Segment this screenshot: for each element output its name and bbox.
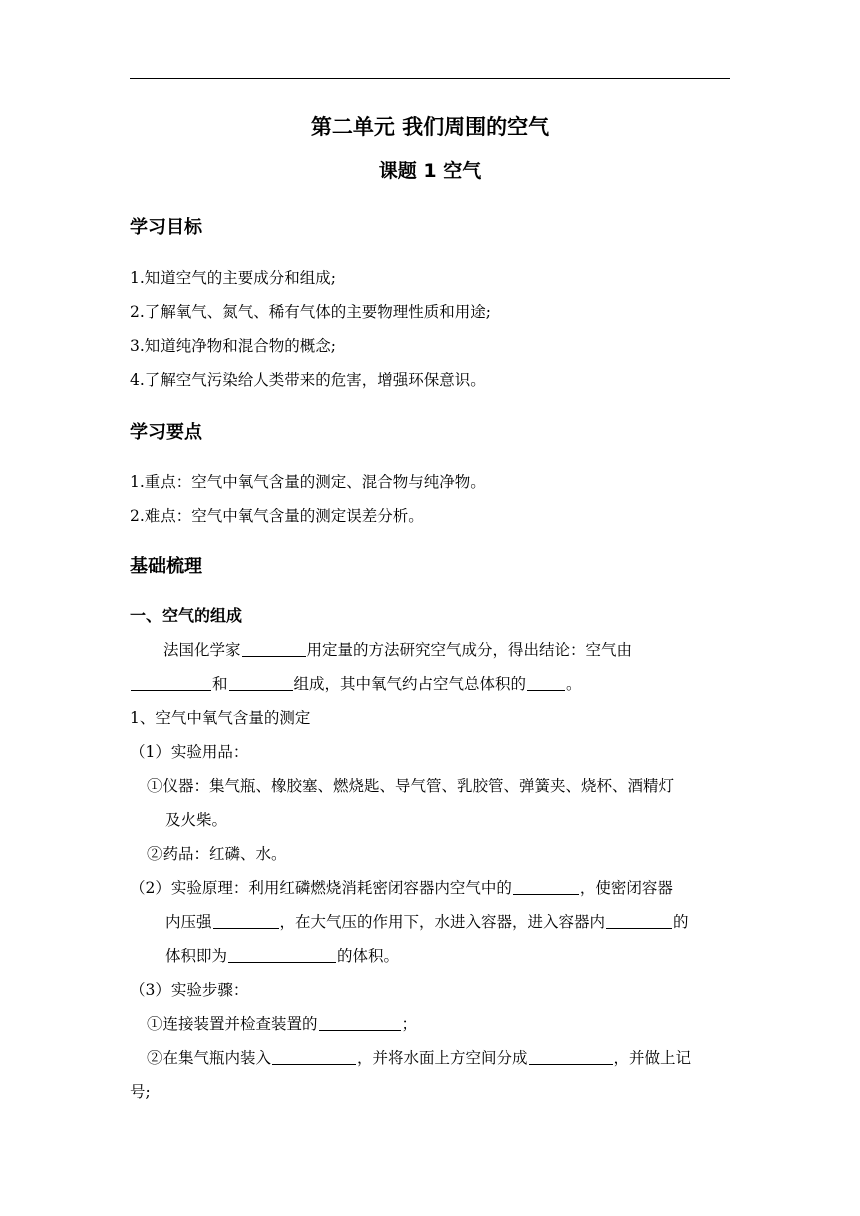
- lesson-title: 课题 1 空气: [378, 160, 482, 182]
- item-title: （1）实验用品：: [130, 743, 249, 761]
- fill-blank[interactable]: [242, 655, 306, 657]
- fill-blank[interactable]: [529, 1063, 613, 1065]
- header-rule: [130, 78, 730, 79]
- reagents-line: ②药品：红磷、水。: [147, 845, 287, 863]
- objective-item: 4.了解空气污染给人类带来的危害，增强环保意识。: [130, 371, 486, 389]
- paragraph-line: 和 组成，其中氧气约占空气总体积的 。: [130, 677, 582, 693]
- fill-blank[interactable]: [213, 927, 279, 929]
- step-line: ②在集气瓶内装入 ，并将水面上方空间分成 ，并做上记: [147, 1049, 692, 1067]
- fill-blank[interactable]: [228, 961, 336, 963]
- fill-blank[interactable]: [272, 1063, 356, 1065]
- section-title: 一、空气的组成: [130, 606, 243, 625]
- step-line: 号;: [130, 1083, 151, 1101]
- objective-item: 2.了解氧气、氮气、稀有气体的主要物理性质和用途;: [130, 303, 492, 321]
- fill-blank[interactable]: [229, 689, 293, 691]
- fill-blank[interactable]: [606, 927, 672, 929]
- instruments-line: ①仪器：集气瓶、橡胶塞、燃烧匙、导气管、乳胶管、弹簧夹、烧杯、酒精灯: [147, 777, 675, 795]
- unit-title: 第二单元 我们周围的空气: [310, 115, 550, 139]
- basics-heading: 基础梳理: [130, 556, 202, 577]
- fill-blank[interactable]: [319, 1029, 401, 1031]
- keypoint-item: 1.重点：空气中氧气含量的测定、混合物与纯净物。: [130, 473, 486, 491]
- fill-blank[interactable]: [527, 689, 565, 691]
- principle-line: （2）实验原理：利用红磷燃烧消耗密闭容器内空气中的 ，使密闭容器: [130, 879, 673, 897]
- objective-item: 1.知道空气的主要成分和组成;: [130, 269, 337, 287]
- item-title: （3）实验步骤：: [130, 981, 249, 999]
- principle-line: 内压强 ，在大气压的作用下，水进入容器，进入容器内 的: [165, 913, 689, 931]
- principle-line: 体积即为 的体积。: [165, 947, 400, 965]
- paragraph-line: 法国化学家 用定量的方法研究空气成分，得出结论：空气由: [163, 641, 633, 659]
- step-line: ①连接装置并检查装置的 ；: [147, 1015, 418, 1033]
- keypoint-item: 2.难点：空气中氧气含量的测定误差分析。: [130, 507, 424, 525]
- subsection-title: 1、空气中氧气含量的测定: [130, 709, 311, 727]
- instruments-line: 及火柴。: [165, 811, 228, 829]
- fill-blank[interactable]: [131, 689, 211, 691]
- objectives-heading: 学习目标: [130, 217, 202, 238]
- keypoints-heading: 学习要点: [130, 422, 202, 443]
- fill-blank[interactable]: [513, 893, 579, 895]
- objective-item: 3.知道纯净物和混合物的概念;: [130, 337, 337, 355]
